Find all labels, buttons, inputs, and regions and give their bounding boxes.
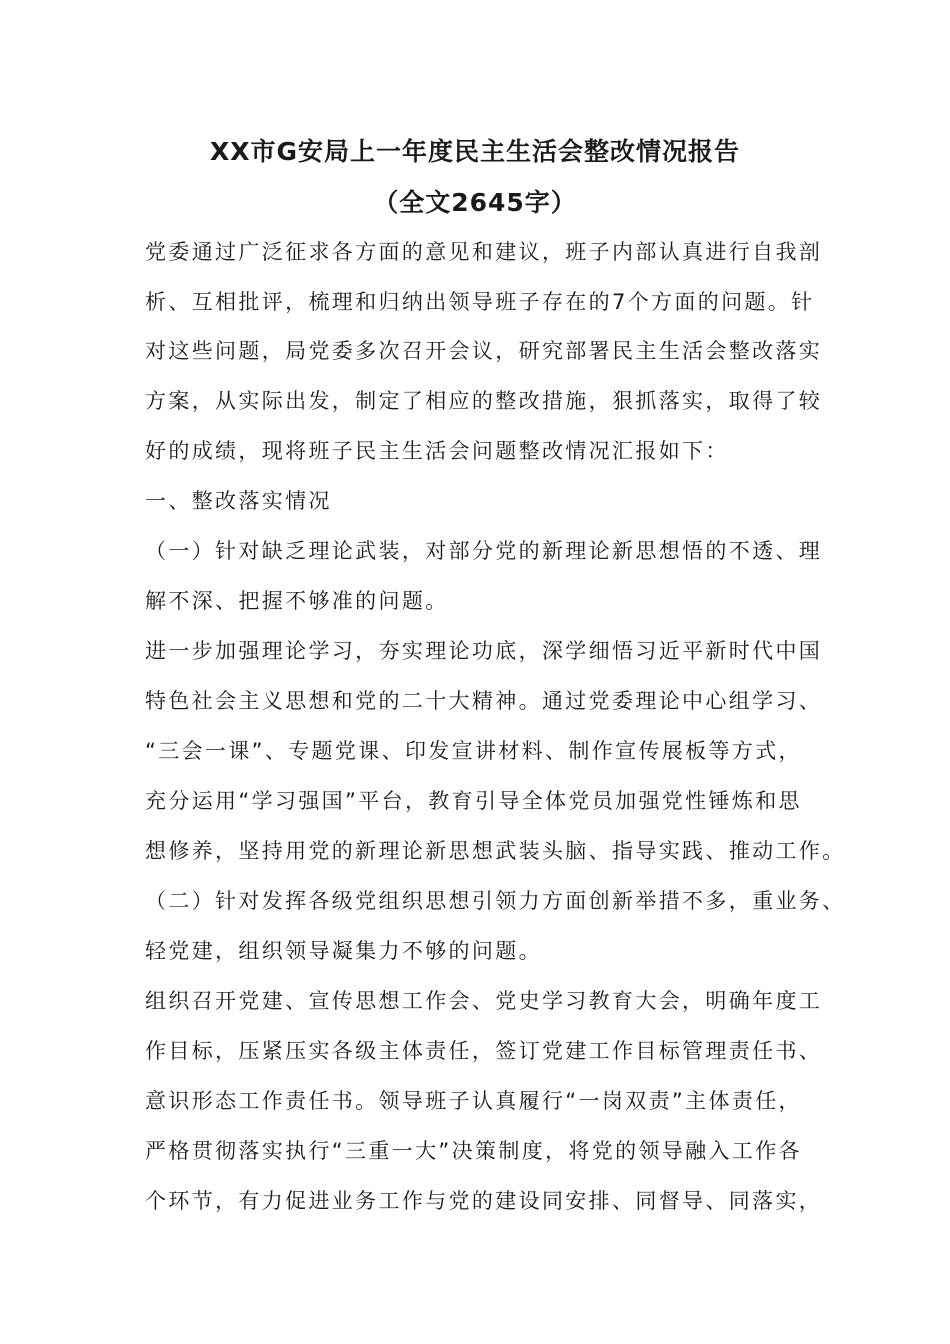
paragraph-line: 党委通过广泛征求各方面的意见和建议，班子内部认真进行自我剖 bbox=[145, 240, 823, 264]
paragraph-line: 进一步加强理论学习，夯实理论功底，深学细悟习近平新时代中国 bbox=[145, 639, 823, 663]
paragraph-line: 析、互相批评，梳理和归纳出领导班子存在的7个方面的问题。针 bbox=[145, 290, 815, 314]
paragraph-line: 严格贯彻落实执行“三重一大”决策制度，将党的领导融入工作各 bbox=[145, 1139, 802, 1163]
paragraph-line: 意识形态工作责任书。领导班子认真履行“一岗双责”主体责任， bbox=[145, 1089, 802, 1113]
document-subtitle: （全文2645字） bbox=[373, 188, 577, 217]
paragraph-line: 特色社会主义思想和党的二十大精神。通过党委理论中心组学习、 bbox=[145, 689, 823, 713]
paragraph-line: 充分运用“学习强国”平台，教育引导全体党员加强党性锤炼和思 bbox=[145, 789, 802, 813]
paragraph-line: 好的成绩，现将班子民主生活会问题整改情况汇报如下： bbox=[145, 439, 729, 463]
paragraph-line: 对这些问题，局党委多次召开会议，研究部署民主生活会整改落实 bbox=[145, 339, 823, 363]
paragraph-line: 作目标，压紧压实各级主体责任，签订党建工作目标管理责任书、 bbox=[145, 1039, 823, 1063]
subsection-heading: （一）针对缺乏理论武装，对部分党的新理论新思想悟的不透、理 bbox=[145, 539, 823, 563]
document-title: XX市G安局上一年度民主生活会整改情况报告 bbox=[209, 137, 741, 166]
paragraph-line: 组织召开党建、宣传思想工作会、党史学习教育大会，明确年度工 bbox=[145, 989, 823, 1013]
paragraph-line: 个环节，有力促进业务工作与党的建设同安排、同督导、同落实， bbox=[145, 1189, 823, 1213]
section-heading: 一、整改落实情况 bbox=[145, 489, 332, 513]
subsection-heading: （二）针对发挥各级党组织思想引领力方面创新举措不多，重业务、 bbox=[145, 889, 846, 913]
paragraph-line: 想修养，坚持用党的新理论新思想武装头脑、指导实践、推动工作。 bbox=[145, 839, 846, 863]
paragraph-line: 方案，从实际出发，制定了相应的整改措施，狠抓落实，取得了较 bbox=[145, 389, 823, 413]
subsection-heading: 解不深、把握不够准的问题。 bbox=[145, 589, 449, 613]
paragraph-line: “三会一课”、专题党课、印发宣讲材料、制作宣传展板等方式， bbox=[145, 739, 802, 763]
subsection-heading: 轻党建，组织领导凝集力不够的问题。 bbox=[145, 939, 542, 963]
